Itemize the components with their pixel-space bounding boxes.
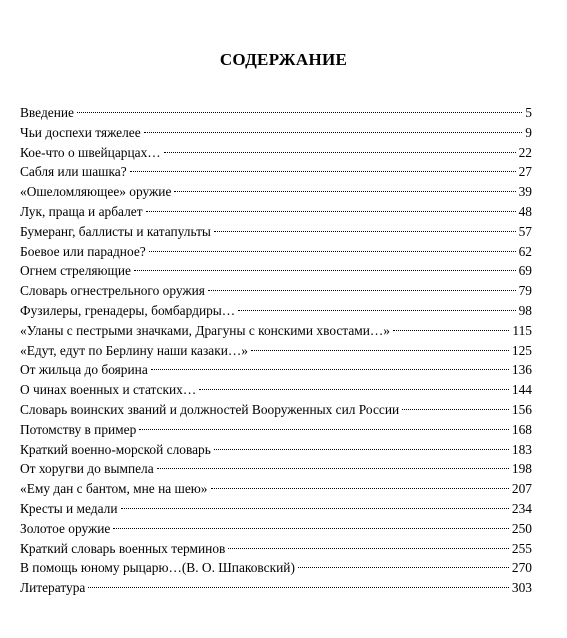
dot-leader bbox=[174, 191, 515, 192]
toc-entry bbox=[20, 479, 532, 499]
toc-entry-title: Сабля или шашка? bbox=[20, 164, 127, 180]
dot-leader bbox=[113, 528, 509, 529]
toc-entry-page-number: 156 bbox=[511, 401, 532, 417]
toc-entry bbox=[20, 459, 532, 479]
toc-entry-title: Краткий словарь военных терминов bbox=[20, 540, 226, 556]
toc-entry-page-number: 98 bbox=[518, 302, 532, 318]
toc-entry bbox=[20, 558, 532, 578]
toc-entry-page-number: 183 bbox=[511, 441, 532, 457]
toc-entry bbox=[20, 143, 532, 163]
toc-entry-page-number: 57 bbox=[518, 223, 532, 239]
toc-entry-page-number: 9 bbox=[525, 124, 532, 140]
table-of-contents bbox=[20, 103, 532, 598]
toc-entry bbox=[20, 519, 532, 539]
dot-leader bbox=[402, 409, 509, 410]
toc-entry-page-number: 234 bbox=[511, 500, 532, 516]
toc-entry-title: «Ошеломляющее» оружие bbox=[20, 184, 172, 200]
dot-leader bbox=[130, 171, 516, 172]
toc-entry-title: Чьи доспехи тяжелее bbox=[20, 124, 141, 140]
toc-entry-title: Литература bbox=[20, 580, 86, 596]
dot-leader bbox=[228, 548, 509, 549]
toc-entry-page-number: 22 bbox=[518, 144, 532, 160]
dot-leader bbox=[151, 369, 509, 370]
toc-entry-page-number: 250 bbox=[511, 520, 532, 536]
toc-entry-title: О чинах военных и статских… bbox=[20, 382, 197, 398]
toc-entry-page-number: 270 bbox=[511, 560, 532, 576]
dot-leader bbox=[144, 132, 523, 133]
toc-entry bbox=[20, 182, 532, 202]
toc-entry bbox=[20, 440, 532, 460]
toc-entry bbox=[20, 123, 532, 143]
toc-entry-title: «Уланы с пестрыми значками, Драгуны с конскими хвостами…» bbox=[20, 322, 390, 338]
toc-entry-page-number: 125 bbox=[511, 342, 532, 358]
toc-entry-page-number: 144 bbox=[511, 382, 532, 398]
toc-entry-title: Огнем стреляющие bbox=[20, 263, 131, 279]
toc-entry bbox=[20, 222, 532, 242]
dot-leader bbox=[139, 429, 509, 430]
toc-entry-title: Кое-что о швейцарцах… bbox=[20, 144, 161, 160]
dot-leader bbox=[251, 350, 509, 351]
dot-leader bbox=[199, 389, 509, 390]
dot-leader bbox=[211, 488, 509, 489]
toc-entry-page-number: 255 bbox=[511, 540, 532, 556]
dot-leader bbox=[77, 112, 522, 113]
toc-entry bbox=[20, 341, 532, 361]
toc-entry bbox=[20, 202, 532, 222]
dot-leader bbox=[121, 508, 509, 509]
toc-entry-page-number: 115 bbox=[512, 322, 532, 338]
toc-entry-title: В помощь юному рыцарю…(В. О. Шпаковский) bbox=[20, 560, 295, 576]
toc-entry-title: От хоругви до вымпела bbox=[20, 461, 154, 477]
toc-entry-title: «Едут, едут по Берлину наши казаки…» bbox=[20, 342, 248, 358]
toc-entry bbox=[20, 380, 532, 400]
dot-leader bbox=[214, 231, 516, 232]
dot-leader bbox=[149, 251, 516, 252]
dot-leader bbox=[164, 152, 516, 153]
page-title: СОДЕРЖАНИЕ bbox=[219, 50, 348, 69]
dot-leader bbox=[393, 330, 509, 331]
toc-entry-title: Фузилеры, гренадеры, бомбардиры… bbox=[20, 302, 236, 318]
toc-entry bbox=[20, 301, 532, 321]
toc-entry-page-number: 5 bbox=[525, 105, 532, 120]
toc-entry bbox=[20, 281, 532, 301]
toc-entry bbox=[20, 242, 532, 262]
toc-entry-title: Потомству в пример bbox=[20, 421, 137, 437]
dot-leader bbox=[238, 310, 515, 311]
toc-entry-title: Золотое оружие bbox=[20, 520, 111, 536]
toc-entry bbox=[20, 578, 532, 598]
toc-entry-title: Кресты и медали bbox=[20, 500, 118, 516]
toc-entry-page-number: 69 bbox=[518, 263, 532, 279]
toc-entry-title: «Ему дан с бантом, мне на шею» bbox=[20, 481, 208, 497]
toc-entry-page-number: 39 bbox=[518, 184, 532, 200]
dot-leader bbox=[214, 449, 509, 450]
toc-entry-page-number: 198 bbox=[511, 461, 532, 477]
toc-entry bbox=[20, 539, 532, 559]
toc-entry bbox=[20, 360, 532, 380]
dot-leader bbox=[146, 211, 516, 212]
toc-entry-title: Словарь огнестрельного оружия bbox=[20, 283, 205, 299]
toc-entry bbox=[20, 261, 532, 281]
toc-entry-title: От жильца до боярина bbox=[20, 362, 148, 378]
toc-entry-page-number: 303 bbox=[511, 580, 532, 596]
toc-entry bbox=[20, 400, 532, 420]
dot-leader bbox=[157, 468, 509, 469]
toc-entry-page-number: 62 bbox=[518, 243, 532, 259]
toc-entry-page-number: 27 bbox=[518, 164, 532, 180]
toc-entry bbox=[20, 420, 532, 440]
toc-entry-title: Введение bbox=[20, 105, 74, 120]
toc-entry-page-number: 79 bbox=[518, 283, 532, 299]
toc-entry-title: Краткий военно-морской словарь bbox=[20, 441, 211, 457]
toc-entry-title: Словарь воинских званий и должностей Вооруженных сил России bbox=[20, 401, 400, 417]
toc-entry-title: Лук, праща и арбалет bbox=[20, 203, 143, 219]
toc-entry bbox=[20, 321, 532, 341]
dot-leader bbox=[134, 270, 516, 271]
toc-entry-title: Бумеранг, баллисты и катапульты bbox=[20, 223, 211, 239]
toc-entry-title: Боевое или парадное? bbox=[20, 243, 146, 259]
toc-entry bbox=[20, 499, 532, 519]
dot-leader bbox=[298, 567, 509, 568]
toc-entry-page-number: 168 bbox=[511, 421, 532, 437]
toc-entry-page-number: 48 bbox=[518, 203, 532, 219]
toc-entry-page-number: 207 bbox=[511, 481, 532, 497]
toc-entry bbox=[20, 162, 532, 182]
toc-entry-page-number: 136 bbox=[511, 362, 532, 378]
dot-leader bbox=[88, 587, 509, 588]
toc-entry bbox=[20, 103, 532, 123]
dot-leader bbox=[208, 290, 516, 291]
